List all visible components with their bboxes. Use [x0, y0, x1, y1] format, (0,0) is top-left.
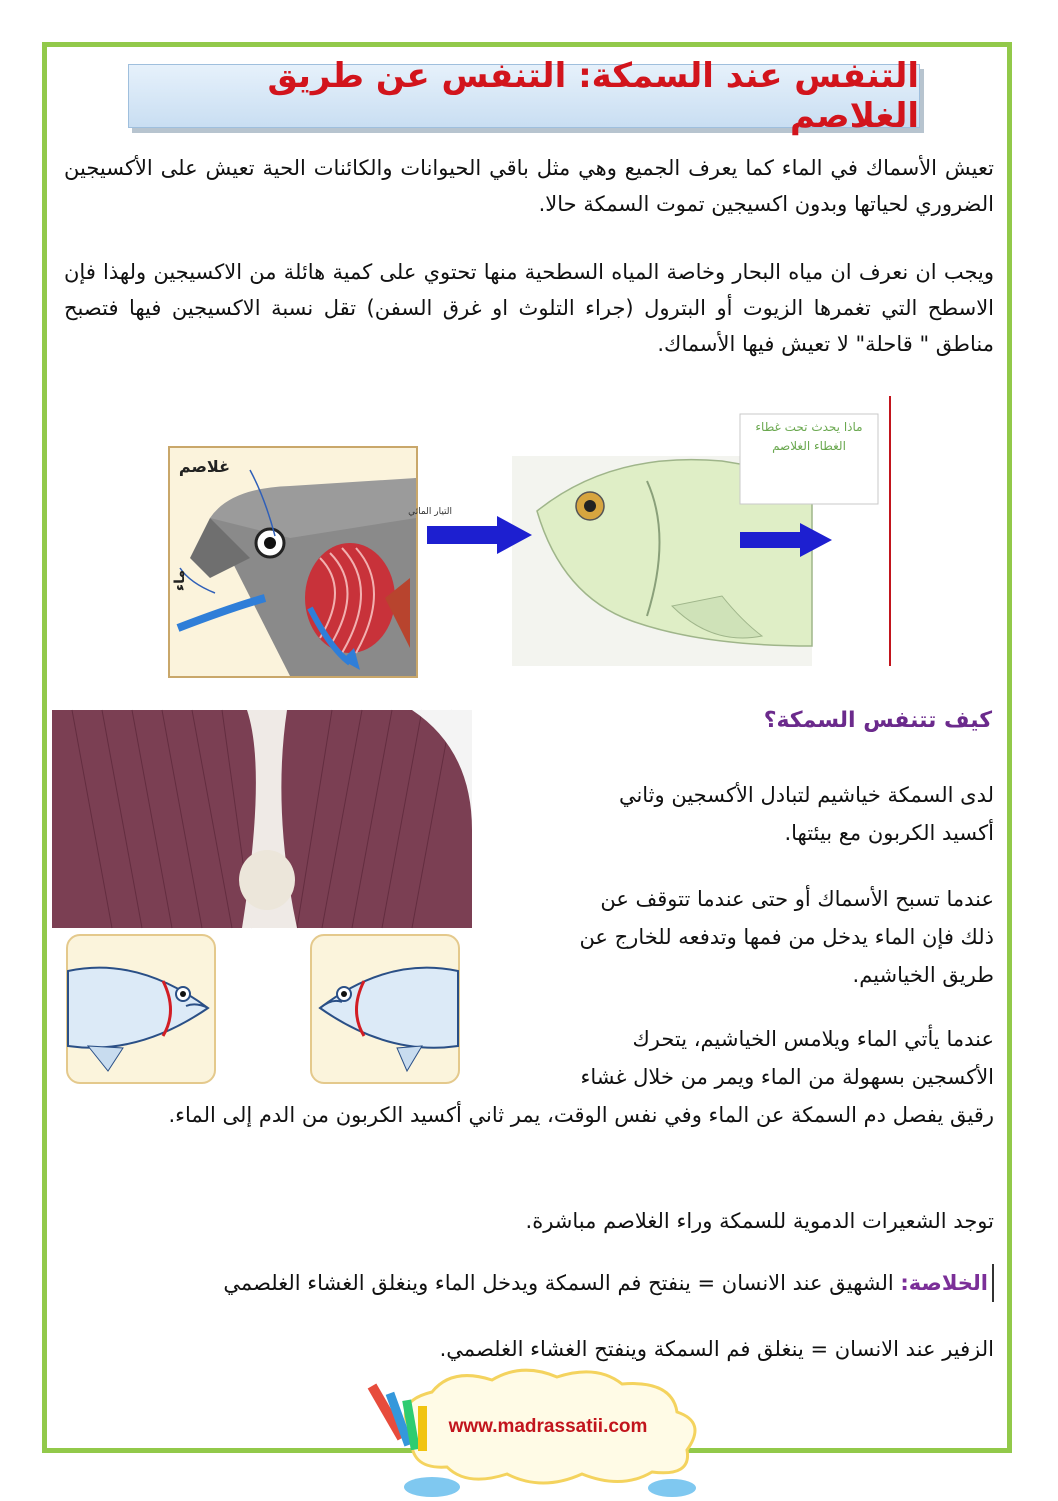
- membrane-paragraph: رقيق يفصل دم السمكة عن الماء وفي نفس الوقت، يمر ثاني أكسيد الكربون من الدم إلى الماء.: [168, 1103, 994, 1127]
- intro-paragraph: تعيش الأسماك في الماء كما يعرف الجميع وهي مثل باقي الحيوانات والكائنات الحية تعيش على الأكسيجين الضروري لحياتها وبدون اكسيجين تموت السمكة حالا.: [64, 156, 994, 216]
- summary-label: الخلاصة:: [900, 1271, 988, 1295]
- page-title: التنفس عند السمكة: التنفس عن طريق الغلاصم: [267, 56, 919, 136]
- summary-inhale-text: الشهيق عند الانسان = ينفتح فم السمكة ويدخل الماء وينغلق الغشاء الغلصمي: [223, 1271, 901, 1295]
- fish-water-flow-image: [408, 396, 892, 666]
- fish-gills-photo: [52, 710, 472, 928]
- capillaries-paragraph: توجد الشعيرات الدموية للسمكة وراء الغلاصم مباشرة.: [525, 1209, 994, 1233]
- diagram-callout: ماذا يحدث تحت غطاء الغطاء الغلاصم: [755, 420, 863, 453]
- section-heading: كيف تتنفس السمكة؟: [763, 708, 992, 733]
- summary-inhale: [58, 1264, 994, 1302]
- diagram-label-current: التيار المائي: [408, 507, 452, 517]
- summary-exhale: الزفير عند الانسان = ينغلق فم السمكة وينفتح الغشاء الغلصمي.: [439, 1337, 994, 1361]
- diagram-label-gills: غلاصم: [178, 457, 230, 476]
- diagram-label-water: ماء: [172, 570, 188, 592]
- fish-mouth-closed-card: [66, 934, 216, 1084]
- oxygen-transfer-paragraph: عندما يأتي الماء ويلامس الخياشيم، يتحرك الأكسجين بسهولة من الماء ويمر من خلال غشاء: [580, 1027, 994, 1089]
- website-link[interactable]: www.madrassatii.com: [448, 1416, 648, 1437]
- gill-diagram-image: [168, 446, 418, 678]
- swimming-paragraph: عندما تسبح الأسماك أو حتى عندما تتوقف عن ذلك فإن الماء يدخل من فمها وتدفعه للخارج عن طريق الخياشيم.: [579, 887, 994, 987]
- oxygen-paragraph: ويجب ان نعرف ان مياه البحار وخاصة المياه السطحية منها تحتوي على كمية هائلة من الاكسيجين ولهذا فإن الاسطح التي تغمرها الزيوت أو البترول (جراء التلوث او غرق السفن) تقل نسبة الاكسيجين فيها فتصبح مناطق " قاحلة" لا تعيش فيها الأسماك.: [64, 260, 994, 356]
- title-banner: [128, 56, 920, 136]
- fish-mouth-open-card: [310, 934, 460, 1084]
- gills-paragraph: لدى السمكة خياشيم لتبادل الأكسجين وثاني أكسيد الكربون مع بيئتها.: [618, 783, 994, 845]
